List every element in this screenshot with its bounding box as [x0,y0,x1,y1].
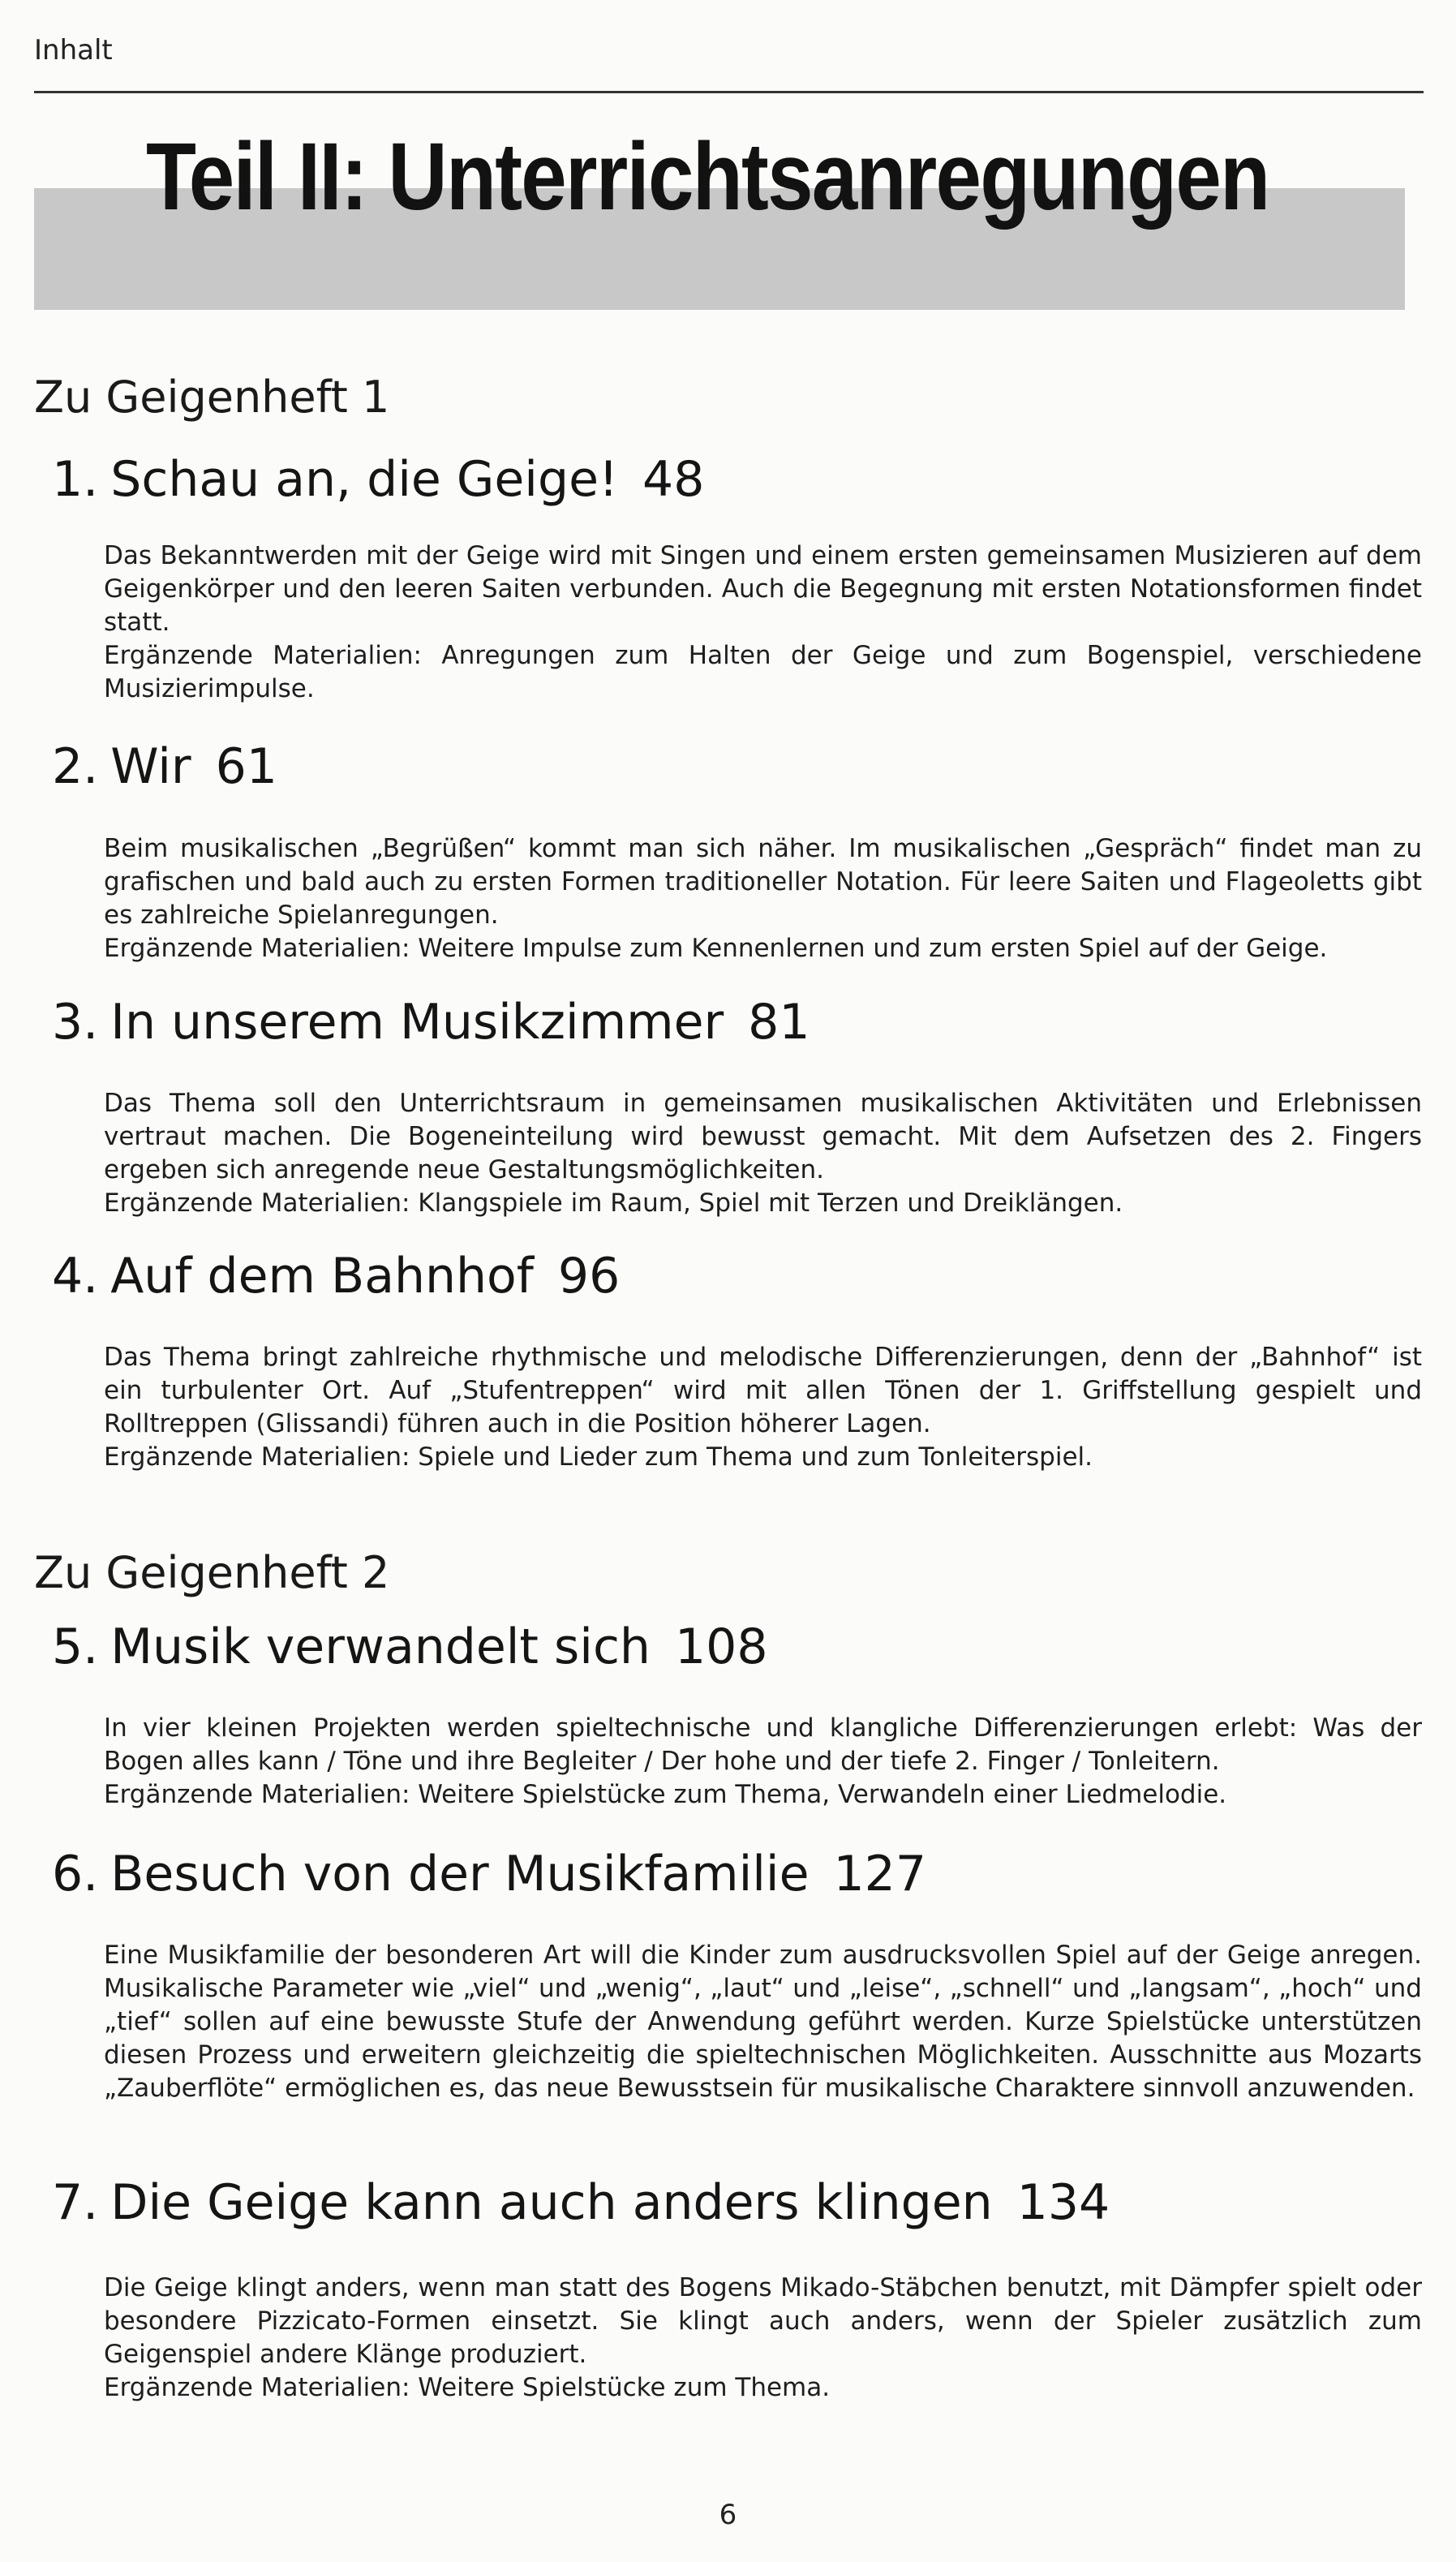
chapter-description: In vier kleinen Projekten werden spieltechnische und klangliche Differenzierungen erlebt: Was der Bogen alles kann / Töne und ihre Begleiter / Der hohe und der tiefe 2. Finger / Tonleitern. [104,1713,1422,1776]
chapter-number: 5. [52,1618,99,1675]
chapter-title: Auf dem Bahnhof [110,1248,534,1305]
chapter-text [104,1939,1422,2105]
chapter-text [104,832,1422,965]
chapter-number: 1. [52,451,99,508]
chapter-text [104,1712,1422,1812]
chapter-title: Die Geige kann auch anders klingen [110,2174,993,2231]
running-head: Inhalt [34,34,113,67]
chapter-page: 61 [215,738,277,795]
chapter-description: Das Thema soll den Unterrichtsraum in gemeinsamen musikalischen Aktivitäten und Erlebnissen vertraut machen. Die Bogeneinteilung wird bewusst gemacht. Mit dem Aufsetzen des 2. Fingers ergeben sich anregende neue Gestaltungsmöglichkeiten. [104,1089,1422,1184]
chapter-description: Beim musikalischen „Begrüßen“ kommt man sich näher. Im musikalischen „Gespräch“ findet man zu grafischen und bald auch zu ersten Formen traditioneller Notation. Für leere Saiten und Flageoletts gibt es zahlreiche Spielanregungen. [104,834,1422,930]
chapter-heading[interactable] [52,1846,926,1902]
chapter-materials: Ergänzende Materialien: Weitere Spielstücke zum Thema. [104,2373,831,2402]
header-rule [34,91,1424,93]
chapter-title: Musik verwandelt sich [110,1618,651,1675]
chapter-title: Besuch von der Musikfamilie [110,1846,810,1902]
chapter-heading[interactable] [52,2174,1110,2231]
part-title: Teil II: Unterrichtsanregungen [146,123,1269,230]
chapter-heading[interactable] [52,1248,620,1305]
chapter-text [104,2272,1422,2405]
section-title: Zu Geigenheft 1 [34,372,390,423]
page-number: 6 [719,2499,737,2531]
chapter-description: Das Thema bringt zahlreiche rhythmische und melodische Differenzierungen, denn der „Bahnhof“ ist ein turbulenter Ort. Auf „Stufentreppen“ wird mit allen Tönen der 1. Griffstellung gespielt und Rolltreppen (Glissandi) führen auch in die Position höherer Lagen. [104,1343,1422,1438]
chapter-page: 81 [748,994,810,1051]
chapter-description: Eine Musikfamilie der besonderen Art will die Kinder zum ausdrucksvollen Spiel auf der Geige anregen. Musikalische Parameter wie „viel“ und „wenig“, „laut“ und „leise“, „schnell“ und „langsam“, „hoch“ und „tief“ sollen auf eine bewusste Stufe der Anwendung geführt werden. Kurze Spielstücke unterstützen diesen Prozess und erweitern gleichzeitig die spieltechnischen Möglichkeiten. Ausschnitte aus Mozarts „Zauberflöte“ ermöglichen es, das neue Bewusstsein für musikalische Charaktere sinnvoll anzuwenden. [104,1941,1422,2103]
chapter-heading[interactable] [52,738,277,795]
chapter-materials: Ergänzende Materialien: Spiele und Lieder zum Thema und zum Tonleiterspiel. [104,1442,1093,1472]
chapter-materials: Ergänzende Materialien: Weitere Spielstücke zum Thema, Verwandeln einer Liedmelodie. [104,1780,1227,1809]
chapter-text [104,1341,1422,1474]
chapter-materials: Ergänzende Materialien: Klangspiele im Raum, Spiel mit Terzen und Dreiklängen. [104,1189,1123,1218]
chapter-heading[interactable] [52,994,810,1051]
chapter-materials: Ergänzende Materialien: Weitere Impulse zum Kennenlernen und zum ersten Spiel auf der Geige. [104,934,1328,963]
chapter-page: 48 [642,451,705,508]
chapter-page: 96 [557,1248,621,1305]
chapter-heading[interactable] [52,1618,768,1675]
chapter-heading[interactable] [52,451,704,508]
chapter-page: 127 [833,1846,927,1902]
section-title: Zu Geigenheft 2 [34,1547,390,1598]
chapter-number: 4. [52,1248,99,1305]
chapter-description: Das Bekanntwerden mit der Geige wird mit Singen und einem ersten gemeinsamen Musizieren auf dem Geigenkörper und den leeren Saiten verbunden. Auch die Begegnung mit ersten Notationsformen findet statt. [104,541,1422,637]
chapter-page: 108 [674,1618,768,1675]
chapter-number: 7. [52,2174,99,2231]
chapter-materials: Ergänzende Materialien: Anregungen zum Halten der Geige und zum Bogenspiel, verschiedene Musizierimpulse. [104,641,1422,703]
chapter-title: Wir [110,738,191,795]
chapter-description: Die Geige klingt anders, wenn man statt des Bogens Mikado-Stäbchen benutzt, mit Dämpfer spielt oder besondere Pizzicato-Formen einsetzt. Sie klingt auch anders, wenn der Spieler zusätzlich zum Geigenspiel andere Klänge produziert. [104,2273,1422,2369]
chapter-text [104,1087,1422,1220]
chapter-text [104,539,1422,706]
chapter-number: 3. [52,994,99,1051]
chapter-number: 2. [52,738,99,795]
chapter-title: Schau an, die Geige! [110,451,619,508]
chapter-page: 134 [1016,2174,1110,2231]
chapter-title: In unserem Musikzimmer [110,994,724,1051]
chapter-number: 6. [52,1846,99,1902]
